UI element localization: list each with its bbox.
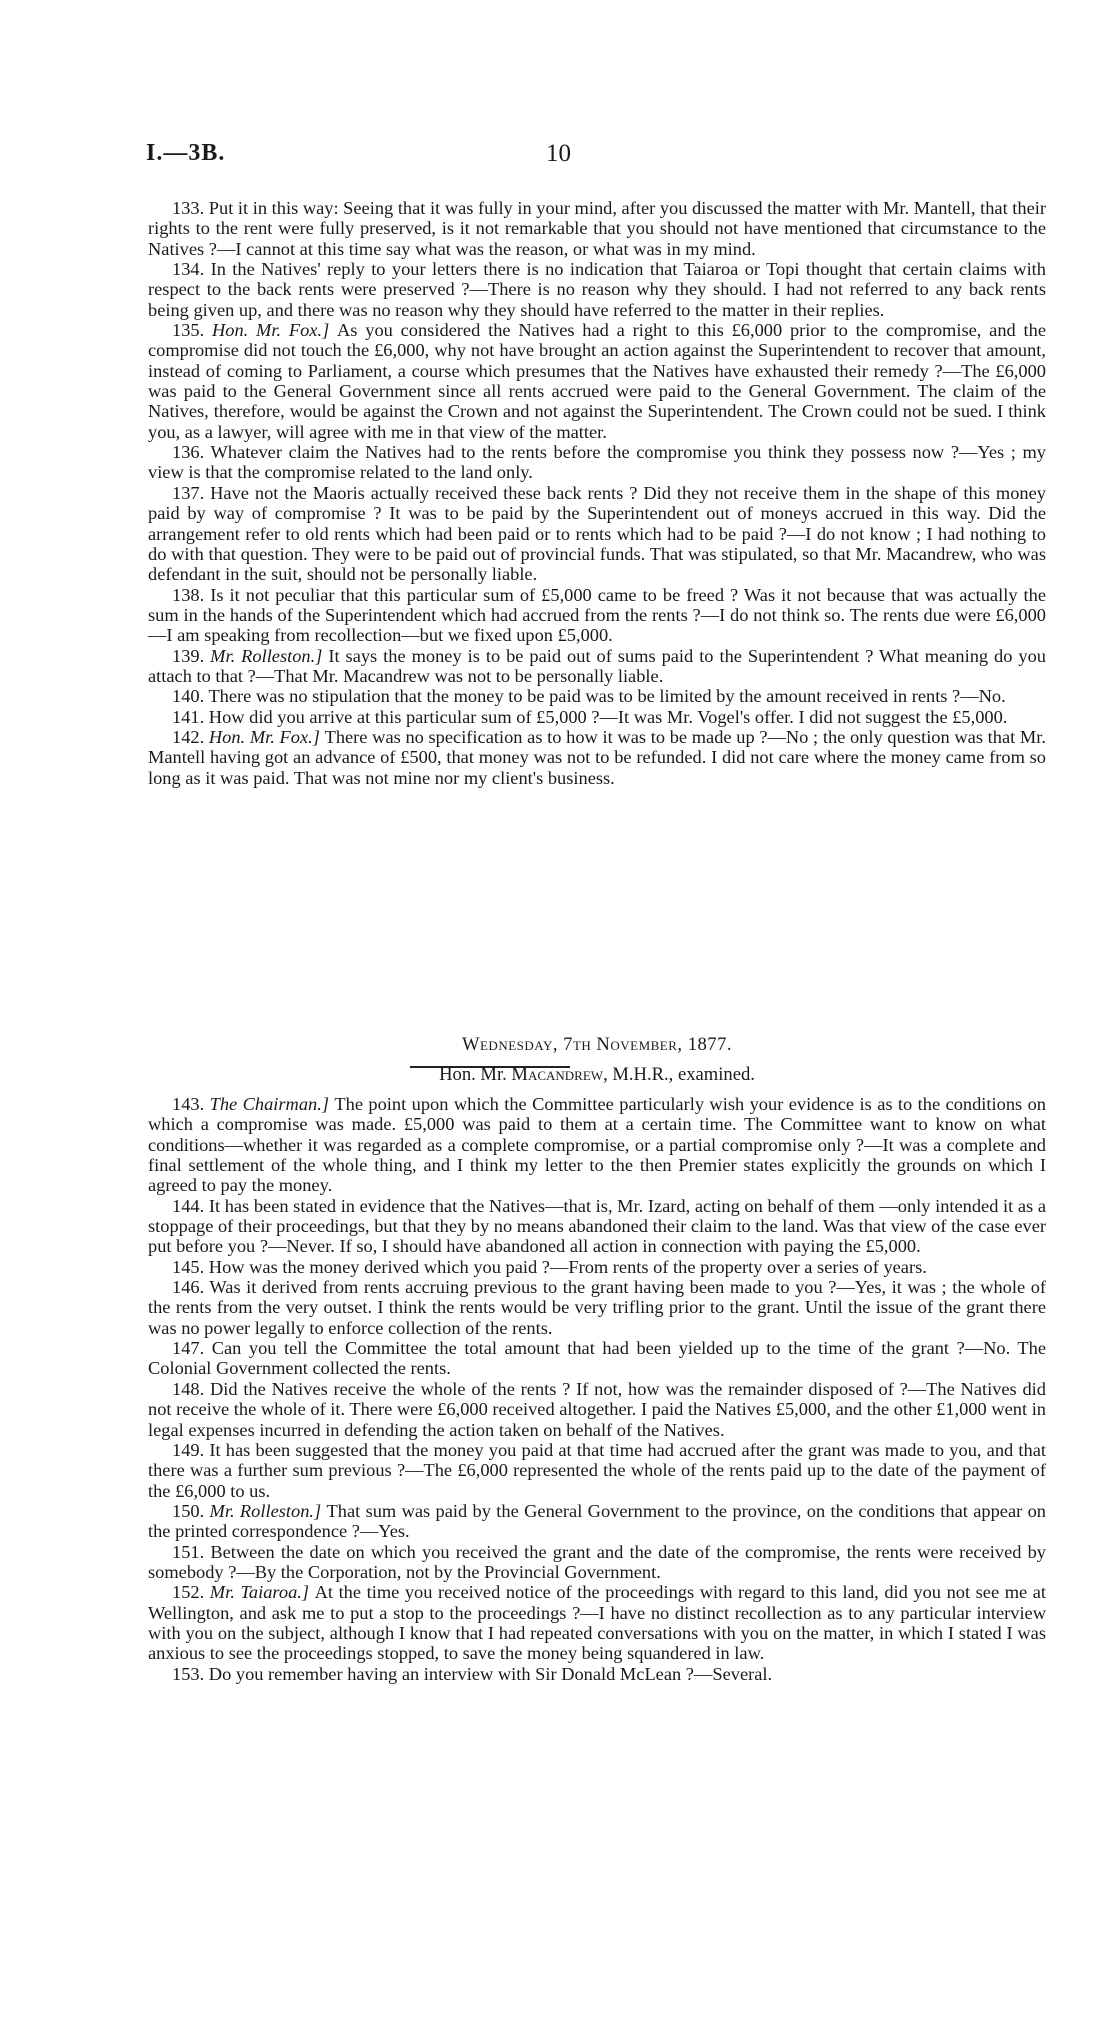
- question-number: 148.: [172, 1378, 205, 1399]
- witness-heading: [148, 1064, 1046, 1086]
- speaker-label: Mr. Rolleston.]: [210, 645, 329, 666]
- question-text: The point upon which the Committee particularly wish your evidence is as to the conditions on which a compromise was made. £5,000 was paid to them at a certain time. The Committee want to know on what conditions—whether it was regarded as a complete compromise, or a partial compromise only ?—It was a complete and final settlement of the whole thing, and I think my letter to the then Premier states explicitly the grounds on which I agreed to pay the money.: [148, 1094, 1046, 1196]
- question-number: 151.: [172, 1541, 205, 1562]
- question-paragraph: [148, 1379, 1046, 1440]
- question-text: It has been suggested that the money you paid at that time had accrued after the grant was made to you, and that there was a further sum previous ?—The £6,000 represented the whole of the rents paid up to the date of the payment of the £6,000 to us.: [148, 1439, 1046, 1501]
- question-text: That sum was paid by the General Government to the province, on the conditions that appear on the printed correspondence ?—Yes.: [148, 1500, 1046, 1542]
- question-number: 153.: [172, 1663, 205, 1684]
- question-number: 150.: [172, 1500, 205, 1521]
- question-number: 137.: [172, 482, 205, 503]
- question-text: Have not the Maoris actually received these back rents ? Did they not receive them in the shape of this money paid by way of compromise ? It was to be paid by the Superintendent out of moneys accrued in this way. Did the arrangement refer to old rents which had been paid or to rents which had to be paid ?—I do not know ; I had nothing to do with that question. They were to be paid out of provincial funds. That was stipulated, so that Mr. Macandrew, who was defendant in the suit, should not be personally liable.: [148, 482, 1046, 585]
- speaker-label: The Chairman.]: [209, 1094, 335, 1114]
- question-text: Do you remember having an interview with Sir Donald McLean ?—Several.: [208, 1663, 773, 1684]
- question-paragraph: [148, 686, 1046, 706]
- paper-reference: I.—3B.: [146, 140, 226, 166]
- question-number: 139.: [172, 645, 205, 666]
- question-number: 138.: [172, 584, 205, 605]
- question-text: In the Natives' reply to your letters there is no indication that Taiaroa or Topi thought that certain claims with respect to the back rents were preserved ?—There is no reason why they should. I had not referred to any back rents being given up, and there was no reason why they should have referred to the matter in their replies.: [148, 259, 1046, 320]
- question-paragraph: [148, 483, 1046, 585]
- question-number: 147.: [172, 1338, 205, 1359]
- question-text: How did you arrive at this particular sum of £5,000 ?—It was Mr. Vogel's offer. I did not suggest the £5,000.: [208, 706, 1008, 727]
- question-paragraph: [148, 1196, 1046, 1257]
- question-text: Between the date on which you received the grant and the date of the compromise, the rents were received by somebody ?—By the Corporation, not by the Provincial Government.: [148, 1541, 1046, 1582]
- question-text: At the time you received notice of the proceedings with regard to this land, did you not see me at Wellington, and ask me to put a stop to the proceedings ?—I have no distinct recollection as to any particular interview with you on the subject, although I know that I had repeated conversations with you on the matter, in which I stated I was anxious to see the proceedings stopped, to save the money being squandered in law.: [148, 1582, 1046, 1664]
- speaker-label: Mr. Taiaroa.]: [209, 1582, 315, 1603]
- question-paragraph: [148, 1277, 1046, 1338]
- question-paragraph: [148, 1501, 1046, 1542]
- question-paragraph: [148, 1440, 1046, 1501]
- date-heading: Wednesday, 7th November, 1877.: [461, 1034, 733, 1055]
- speaker-label: Mr. Rolleston.]: [209, 1500, 327, 1521]
- question-number: 152.: [172, 1582, 205, 1603]
- question-number: 143.: [172, 1094, 205, 1114]
- page-header: [146, 140, 1046, 176]
- speaker-label: Hon. Mr. Fox.]: [208, 726, 325, 747]
- question-text: It says the money is to be paid out of sums paid to the Superintendent ? What meaning do you attach to that ?—That Mr. Macandrew was not to be personally liable.: [148, 645, 1046, 686]
- witness-prefix: Hon. Mr.: [439, 1064, 507, 1085]
- question-number: 141.: [172, 706, 205, 727]
- question-paragraph: [148, 585, 1046, 646]
- question-number: 134.: [172, 259, 205, 280]
- question-text: There was no stipulation that the money to be paid was to be limited by the amount received in rents ?—No.: [208, 686, 1006, 707]
- question-text: It has been stated in evidence that the Natives—that is, Mr. Izard, acting on behalf of them —only intended it as a stoppage of their proceedings, but that they by no means abandoned their claim to the land. Was that view of the case ever put before you ?—Never. If so, I should have abandoned all action in connection with paying the £5,000.: [148, 1195, 1047, 1257]
- question-paragraph: [148, 646, 1046, 687]
- question-number: 146.: [172, 1277, 205, 1298]
- question-paragraph: [148, 442, 1046, 483]
- question-paragraph: [148, 707, 1046, 727]
- question-number: 135.: [172, 320, 205, 341]
- question-number: 145.: [172, 1256, 205, 1277]
- question-text: There was no specification as to how it was to be made up ?—No ; the only question was that Mr. Mantell having got an advance of £500, that money was not to be refunded. I did not care where the money came from so long as it was paid. That was not mine nor my client's business.: [148, 726, 1046, 788]
- question-text: Did the Natives receive the whole of the rents ? If not, how was the remainder disposed of ?—The Natives did not receive the whole of it. There were £6,000 received altogether. I paid the Natives £5,000, and the other £1,000 went in legal expenses incurred in defending the action taken on behalf of the Natives.: [148, 1378, 1046, 1440]
- question-text: Can you tell the Committee the total amount that had been yielded up to the time of the grant ?—No. The Colonial Government collected the rents.: [148, 1338, 1046, 1379]
- question-text: How was the money derived which you paid ?—From rents of the property over a series of years.: [208, 1256, 927, 1277]
- question-number: 136.: [172, 442, 205, 463]
- question-text: Put it in this way: Seeing that it was fully in your mind, after you discussed the matter with Mr. Mantell, that their rights to the rent were fully preserved, is it not remarkable that you should not have mentioned that circumstance to the Natives ?—I cannot at this time say what was the reason, or what was in my mind.: [148, 198, 1046, 259]
- question-text: Is it not peculiar that this particular sum of £5,000 came to be freed ? Was it not because that was actually the sum in the hands of the Superintendent which had accrued from the rents ?—I do not think so. The rents due were £6,000—I am speaking from recollection—but we fixed upon £5,000.: [148, 584, 1046, 646]
- evidence-section-1: [148, 198, 1046, 788]
- question-paragraph: [148, 727, 1046, 788]
- question-paragraph: [148, 259, 1046, 320]
- page-number: 10: [546, 140, 571, 167]
- question-text: Was it derived from rents accruing previous to the grant having been made to you ?—Yes, it was ; the whole of the rents from the very outset. I think the rents would be very trifling prior to the grant. Until the issue of the grant there was no power legally to enforce collection of the rents.: [148, 1277, 1047, 1338]
- question-paragraph: [148, 1664, 1046, 1684]
- question-number: 144.: [172, 1195, 205, 1216]
- evidence-section-2: [148, 1094, 1046, 1684]
- question-number: 133.: [172, 198, 205, 218]
- speaker-label: Hon. Mr. Fox.]: [211, 320, 338, 341]
- witness-suffix: , M.H.R., examined.: [603, 1064, 755, 1085]
- question-number: 149.: [172, 1439, 205, 1460]
- question-paragraph: [148, 1094, 1046, 1196]
- question-paragraph: [148, 198, 1046, 259]
- question-number: 142.: [172, 726, 205, 747]
- question-paragraph: [148, 1542, 1046, 1583]
- question-paragraph: [148, 1582, 1046, 1663]
- question-text: As you considered the Natives had a right to this £6,000 prior to the compromise, and the compromise did not touch the £6,000, why not have brought an action against the Superintendent to recover that amount, instead of coming to Parliament, a course which presumes that the Natives have exhausted their remedy ?—The £6,000 was paid to the General Government since all rents accrued were paid to the General Government. The claim of the Natives, therefore, would be against the Crown and not against the Superintendent. The Crown could not be sued. I think you, as a lawyer, will agree with me in that view of the matter.: [148, 320, 1046, 442]
- question-paragraph: [148, 1338, 1046, 1379]
- question-text: Whatever claim the Natives had to the rents before the compromise you think they possess now ?—Yes ; my view is that the compromise related to the land only.: [148, 442, 1046, 483]
- witness-name: Macandrew: [511, 1064, 604, 1085]
- question-paragraph: [148, 1257, 1046, 1277]
- question-paragraph: [148, 320, 1046, 442]
- question-number: 140.: [172, 686, 205, 707]
